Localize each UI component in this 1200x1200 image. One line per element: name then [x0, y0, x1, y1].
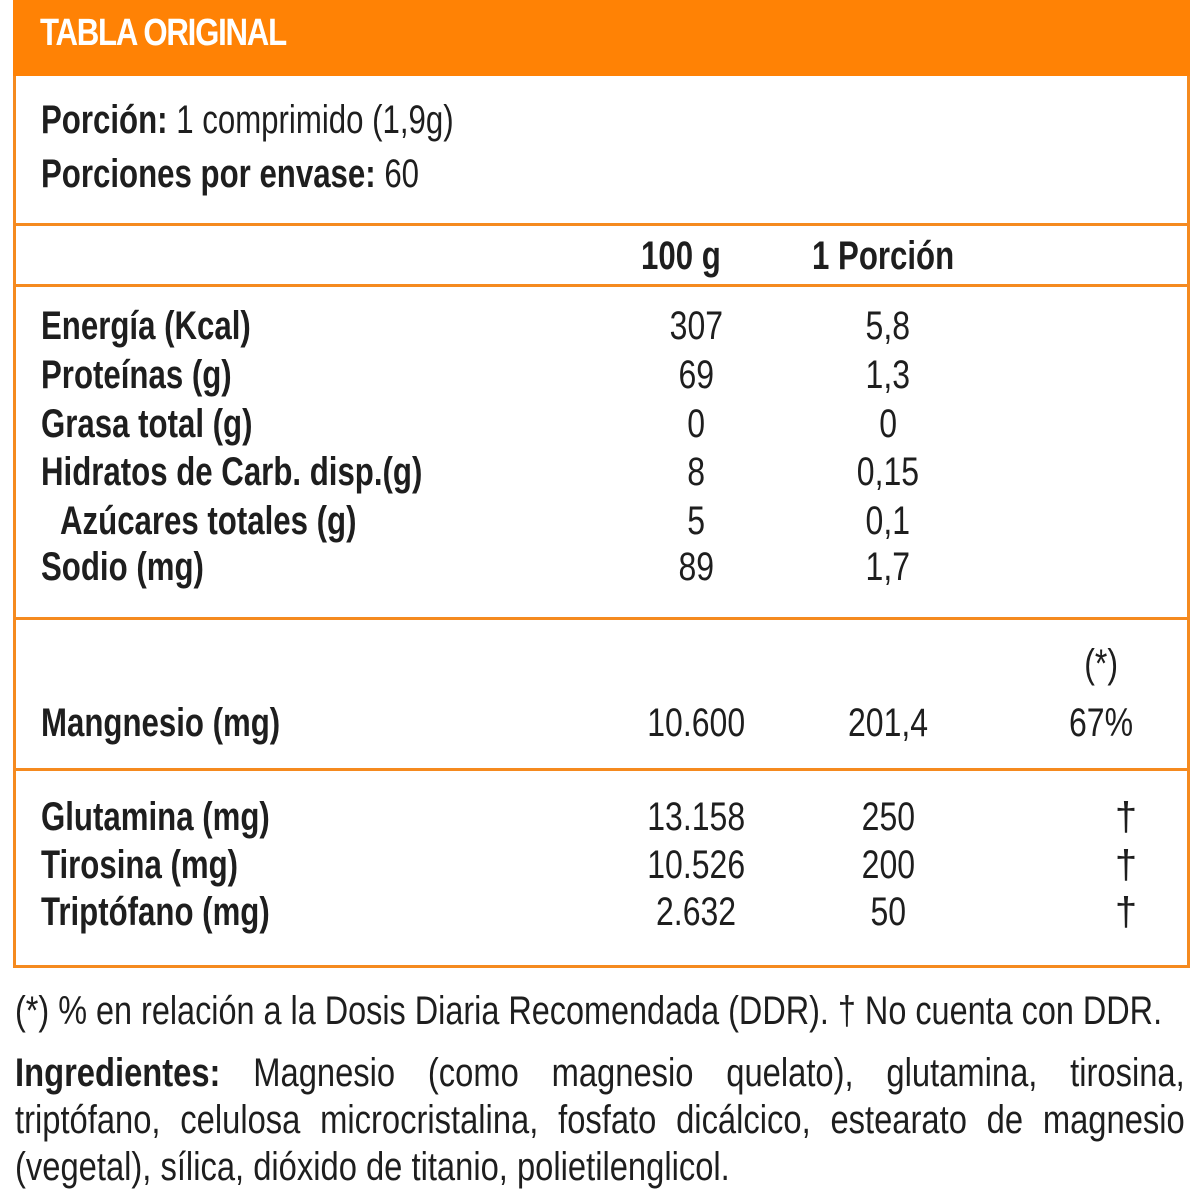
ingredients-label: Ingredientes:	[15, 1051, 221, 1095]
no-ddr-dagger-icon: †	[1114, 890, 1138, 934]
value-per-100g: 307	[669, 304, 723, 348]
servings-per-container-label: Porciones por envase:	[41, 152, 376, 196]
value-per-portion: 250	[861, 795, 915, 839]
value-per-portion: 50	[870, 890, 906, 934]
ingredients-text: Magnesio (como magnesio quelato), glutamina, tirosina, triptófano, celulosa microcristalina, fosfato dicálcico, estearato de magnesio (vegetal), sílica, dióxido de titanio, polietilenglicol.	[15, 1051, 1185, 1189]
no-ddr-dagger-icon: †	[1114, 843, 1138, 887]
divider	[16, 617, 1187, 620]
nutrient-label: Sodio (mg)	[41, 545, 204, 589]
nutrient-row	[16, 543, 1187, 591]
value-per-100g: 10.600	[647, 701, 745, 745]
nutrient-row	[16, 400, 1187, 448]
value-per-100g: 8	[687, 450, 705, 494]
column-header-100g: 100 g	[641, 234, 721, 278]
nutrient-row	[16, 497, 1187, 545]
amino-acid-row	[16, 888, 1187, 936]
mineral-label: Mangnesio (mg)	[41, 701, 281, 745]
value-per-100g: 69	[678, 353, 714, 397]
value-per-portion: 200	[861, 843, 915, 887]
value-per-100g: 5	[687, 499, 705, 543]
nutrient-label: Azúcares totales (g)	[60, 499, 357, 543]
nutrition-table	[13, 0, 1190, 968]
nutrient-row	[16, 448, 1187, 496]
value-per-portion: 1,3	[865, 353, 911, 397]
no-ddr-dagger-icon: †	[1114, 795, 1138, 839]
ddr-header-row	[16, 640, 1187, 688]
amino-acid-row	[16, 841, 1187, 889]
value-per-portion: 0,1	[865, 499, 911, 543]
serving-size	[41, 96, 570, 144]
ddr-percent-header: (*)	[1084, 642, 1118, 686]
ddr-footnote: (*) % en relación a la Dosis Diaria Recomendada (DDR). † No cuenta con DDR.	[15, 989, 1163, 1033]
value-per-100g: 2.632	[655, 890, 737, 934]
servings-per-container-value: 60	[384, 152, 420, 196]
table-title: TABLA ORIGINAL	[40, 12, 286, 54]
divider	[16, 284, 1187, 287]
value-per-portion: 0	[879, 402, 897, 446]
value-per-portion: 0,15	[856, 450, 920, 494]
nutrient-row	[16, 302, 1187, 350]
amino-acid-label: Glutamina (mg)	[41, 795, 270, 839]
value-per-100g: 10.526	[647, 843, 745, 887]
nutrient-row	[16, 351, 1187, 399]
table-header-bar	[13, 0, 1190, 76]
nutrient-label: Proteínas (g)	[41, 353, 232, 397]
value-per-100g: 0	[687, 402, 705, 446]
serving-size-value: 1 comprimido (1,9g)	[176, 98, 454, 142]
amino-acid-row	[16, 793, 1187, 841]
divider	[16, 768, 1187, 771]
amino-acid-label: Triptófano (mg)	[41, 890, 270, 934]
value-per-100g: 89	[678, 545, 714, 589]
nutrient-label: Hidratos de Carb. disp.(g)	[41, 450, 423, 494]
nutrient-label: Grasa total (g)	[41, 402, 253, 446]
nutrient-label: Energía (Kcal)	[41, 304, 251, 348]
value-per-portion: 1,7	[865, 545, 911, 589]
mineral-row	[16, 699, 1187, 747]
value-per-portion: 201,4	[847, 701, 929, 745]
value-per-100g: 13.158	[647, 795, 745, 839]
servings-per-container	[41, 150, 526, 198]
amino-acid-label: Tirosina (mg)	[41, 843, 239, 887]
ddr-percent-value: 67%	[1068, 701, 1134, 745]
ingredients-paragraph	[15, 1050, 1185, 1191]
value-per-portion: 5,8	[865, 304, 911, 348]
serving-size-label: Porción:	[41, 98, 168, 142]
divider	[16, 223, 1187, 226]
column-header-portion: 1 Porción	[812, 234, 955, 278]
